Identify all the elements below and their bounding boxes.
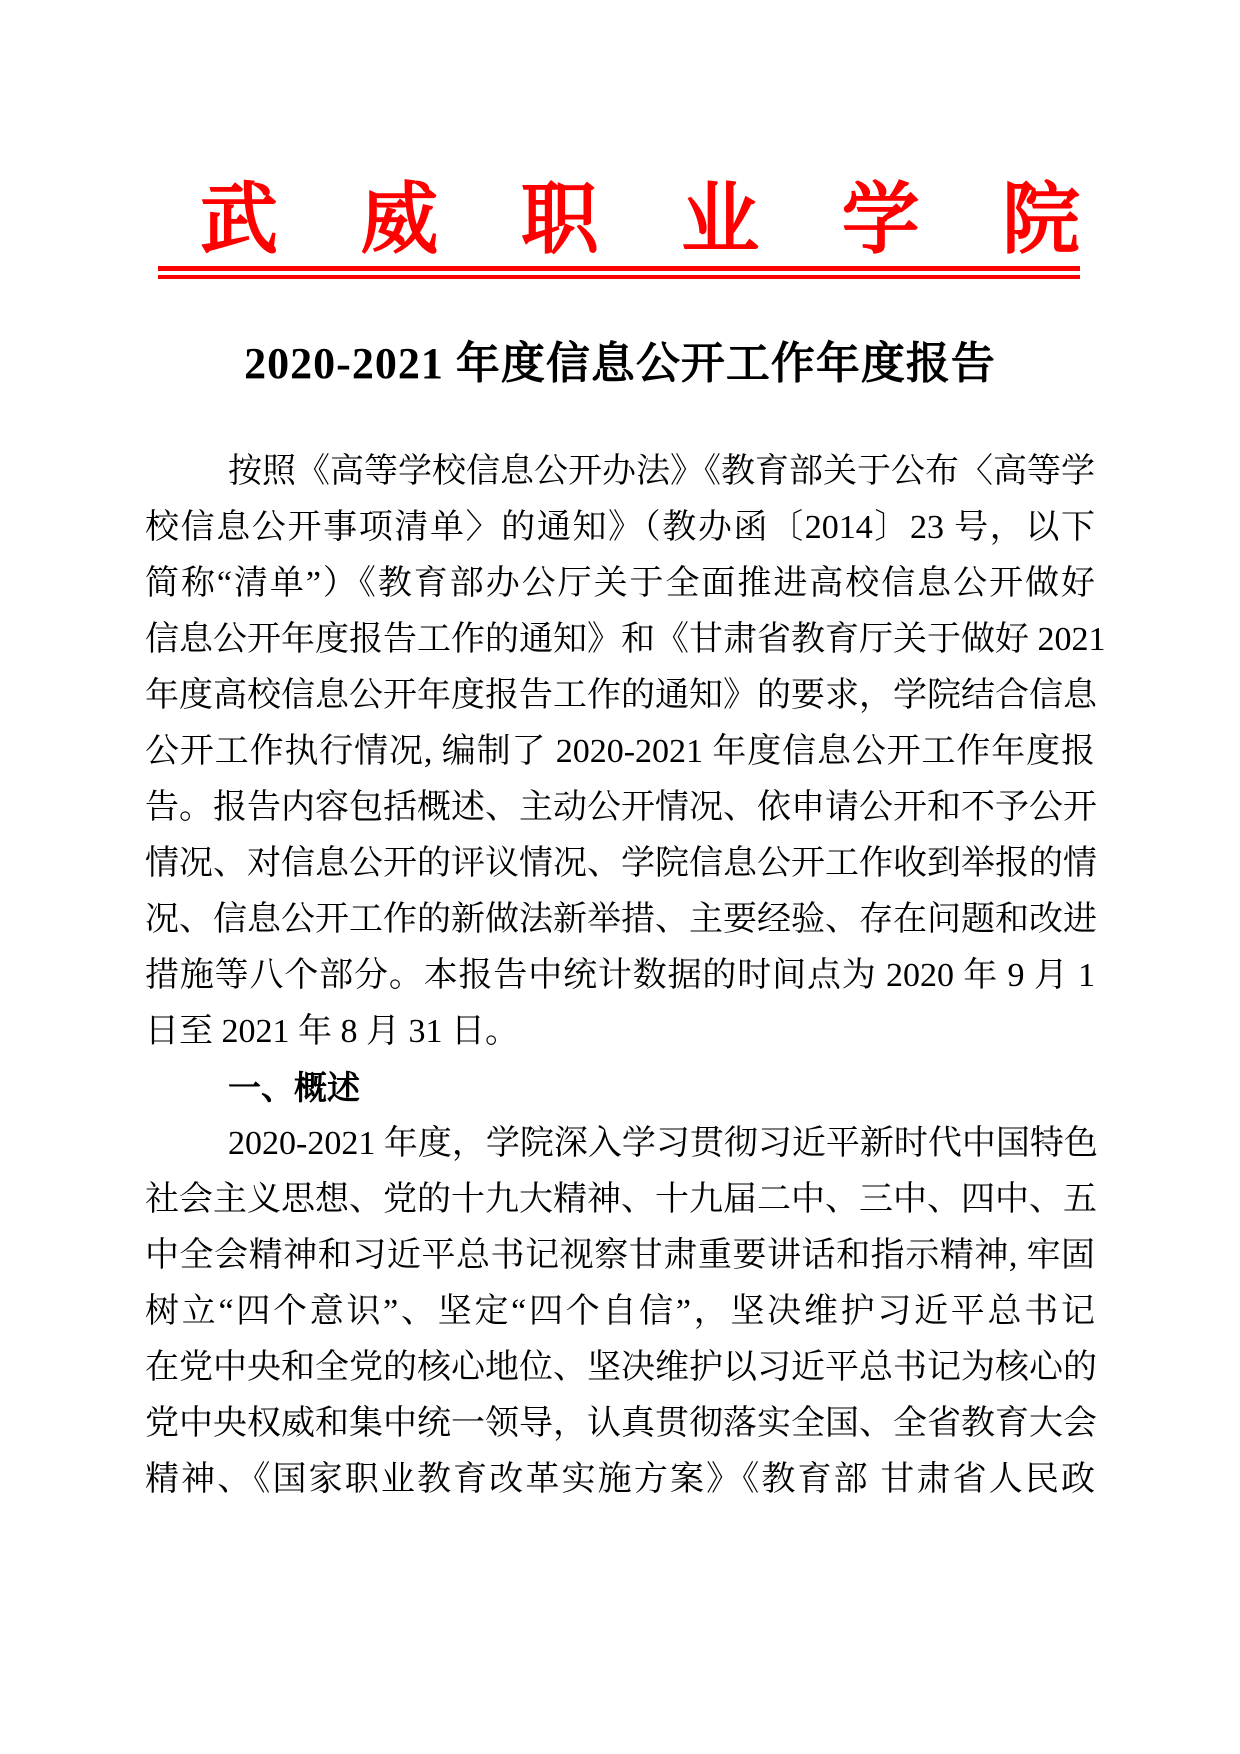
paragraph-line: 简称“清单”）《教育部办公厅关于全面推进高校信息公开做好	[145, 565, 1095, 602]
paragraph-line: 党中央权威和集中统一领导，认真贯彻落实全国、全省教育大会	[145, 1405, 1097, 1442]
letterhead-char: 院	[1001, 176, 1080, 263]
paragraph-line: 日至 2021 年 8 月 31 日。	[145, 1013, 519, 1050]
paragraph-line: 情况、对信息公开的评议情况、学院信息公开工作收到举报的情	[145, 845, 1097, 882]
letterhead-char: 学	[841, 176, 920, 263]
paragraph-line: 校信息公开事项清单〉的通知》（教办函〔2014〕23 号，以下	[145, 509, 1095, 546]
paragraph-line: 年度高校信息公开年度报告工作的通知》的要求，学院结合信息	[145, 677, 1097, 714]
letterhead-double-rule	[158, 266, 1080, 279]
paragraph-line: 按照《高等学校信息公开办法》《教育部关于公布〈高等学	[228, 453, 1095, 490]
paragraph-line: 社会主义思想、党的十九大精神、十九届二中、三中、四中、五	[145, 1181, 1097, 1218]
paragraph-line: 信息公开年度报告工作的通知》和《甘肃省教育厅关于做好 2021	[145, 621, 1106, 658]
paragraph-line: 措施等八个部分。本报告中统计数据的时间点为 2020 年 9 月 1	[145, 957, 1095, 994]
paragraph-line: 精神、《国家职业教育改革实施方案》《教育部 甘肃省人民政	[145, 1461, 1095, 1498]
report-title: 2020-2021 年度信息公开工作年度报告	[244, 339, 996, 388]
letterhead-char: 武	[200, 176, 279, 263]
document-body	[145, 444, 1106, 1508]
paragraph-line: 2020-2021 年度，学院深入学习贯彻习近平新时代中国特色	[228, 1125, 1098, 1162]
paragraph-line: 告。报告内容包括概述、主动公开情况、依申请公开和不予公开	[145, 789, 1097, 826]
section-heading: 一、概述	[228, 1069, 360, 1106]
paragraph-line: 况、信息公开工作的新做法新举措、主要经验、存在问题和改进	[145, 901, 1097, 938]
letterhead	[200, 178, 1080, 262]
paragraph-line: 在党中央和全党的核心地位、坚决维护以习近平总书记为核心的	[145, 1349, 1097, 1386]
paragraph-line: 树立“四个意识”、坚定“四个自信”，坚决维护习近平总书记	[145, 1293, 1095, 1330]
paragraph-line: 公开工作执行情况, 编制了 2020-2021 年度信息公开工作年度报	[145, 733, 1095, 770]
letterhead-char: 威	[360, 176, 439, 263]
paragraph-line: 中全会精神和习近平总书记视察甘肃重要讲话和指示精神, 牢固	[145, 1237, 1095, 1274]
letterhead-char: 业	[681, 176, 760, 263]
letterhead-char: 职	[520, 176, 599, 263]
